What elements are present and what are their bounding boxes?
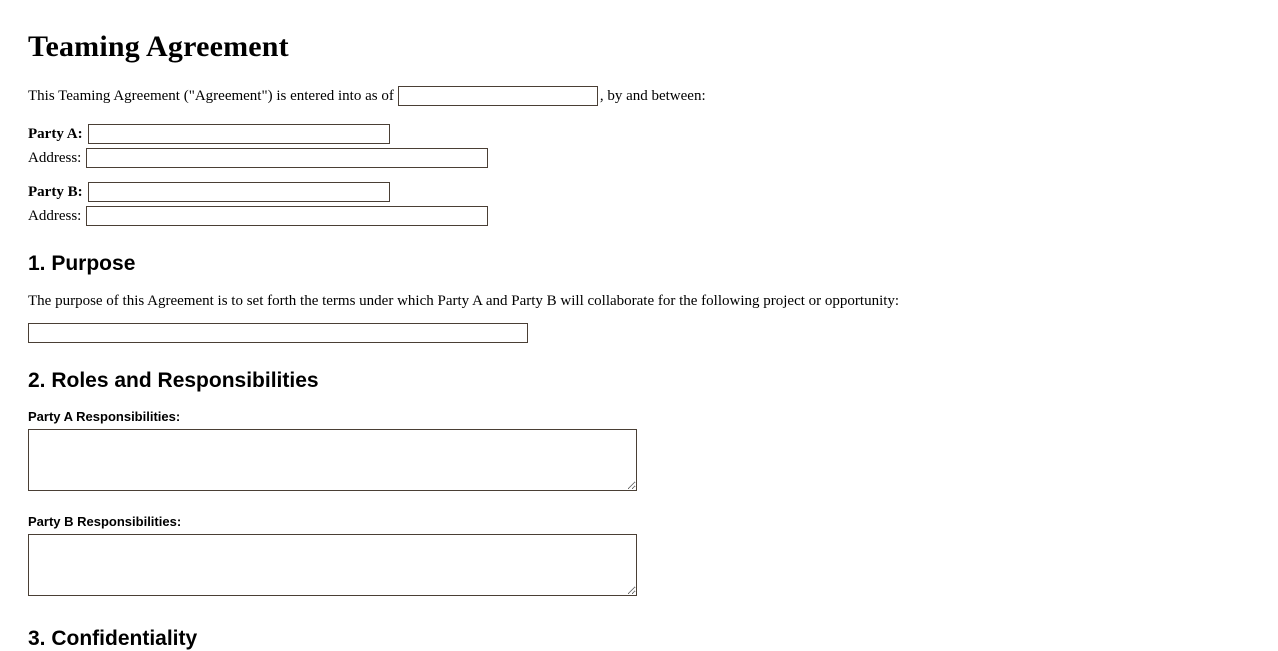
party-a-responsibilities-textarea[interactable]: [28, 429, 637, 491]
intro-text-before: This Teaming Agreement ("Agreement") is entered into as of: [28, 87, 394, 104]
section-heading-roles: 2. Roles and Responsibilities: [28, 368, 319, 392]
party-b-name-input[interactable]: [88, 182, 390, 202]
purpose-input[interactable]: [28, 323, 528, 343]
party-a-address-input[interactable]: [86, 148, 488, 168]
party-b-responsibilities-label: Party B Responsibilities:: [28, 513, 182, 529]
party-a-responsibilities-label: Party A Responsibilities:: [28, 408, 181, 424]
party-a-name-input[interactable]: [88, 124, 390, 144]
page-title: Teaming Agreement: [28, 30, 289, 63]
section-heading-purpose: 1. Purpose: [28, 252, 136, 275]
intro-text-after: , by and between:: [599, 87, 706, 104]
section-heading-confidentiality: 3. Confidentiality: [28, 626, 198, 650]
agreement-date-input[interactable]: [398, 86, 598, 106]
party-a-responsibilities-block: [28, 409, 1250, 496]
party-a-address-label: Address:: [28, 149, 82, 166]
intro-paragraph: [28, 86, 1250, 106]
party-b-label: Party B:: [28, 183, 83, 200]
party-b-address-row: [28, 206, 1250, 226]
party-b-responsibilities-textarea[interactable]: [28, 534, 637, 596]
party-a-label: Party A:: [28, 125, 83, 142]
party-b-address-input[interactable]: [86, 206, 488, 226]
party-b-responsibilities-block: [28, 514, 1250, 601]
party-b-block: [28, 182, 1250, 226]
party-a-name-row: [28, 124, 1250, 144]
party-b-address-label: Address:: [28, 207, 82, 224]
party-a-address-row: [28, 148, 1250, 168]
party-b-name-row: [28, 182, 1250, 202]
purpose-paragraph: The purpose of this Agreement is to set forth the terms under which Party A and Party B will collaborate for the following project or opportunity:: [28, 293, 900, 309]
party-a-block: [28, 124, 1250, 168]
